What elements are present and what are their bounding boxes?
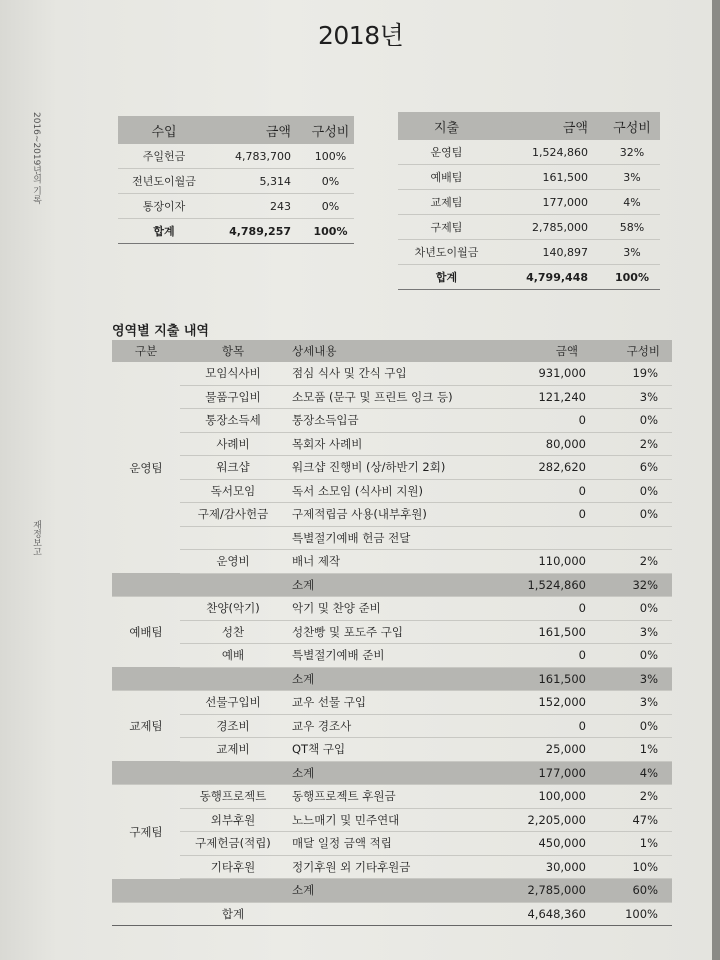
expense-row bbox=[398, 215, 660, 240]
detail-cell bbox=[592, 526, 672, 550]
detail-row bbox=[112, 362, 672, 385]
income-row bbox=[118, 169, 354, 194]
detail-row bbox=[112, 432, 672, 456]
expense-cell: 161,500 bbox=[495, 165, 604, 190]
detail-header-cell: 항목 bbox=[180, 340, 286, 362]
detail-cell: 3% bbox=[592, 691, 672, 715]
expense-total-cell: 4,799,448 bbox=[495, 265, 604, 290]
detail-row bbox=[112, 785, 672, 809]
grand-total-label: 합계 bbox=[180, 902, 286, 926]
detail-cell: 0% bbox=[592, 644, 672, 668]
detail-cell: 소모품 (문구 및 프린트 잉크 등) bbox=[286, 385, 500, 409]
detail-cell: 450,000 bbox=[500, 832, 592, 856]
subtotal-spacer bbox=[112, 879, 180, 903]
detail-cell: 특별절기예배 헌금 전달 bbox=[286, 526, 500, 550]
expense-cell: 운영팀 bbox=[398, 140, 495, 165]
detail-row bbox=[112, 738, 672, 762]
detail-cell: 선물구입비 bbox=[180, 691, 286, 715]
expense-cell: 차년도이월금 bbox=[398, 240, 495, 265]
detail-cell: 악기 및 찬양 준비 bbox=[286, 597, 500, 621]
subtotal-amount: 177,000 bbox=[500, 761, 592, 785]
detail-cell: 1% bbox=[592, 832, 672, 856]
subtotal-spacer bbox=[112, 761, 180, 785]
subtotal-spacer bbox=[112, 573, 180, 597]
detail-row bbox=[112, 832, 672, 856]
detail-cell: 교우 경조사 bbox=[286, 714, 500, 738]
expense-cell: 3% bbox=[604, 165, 660, 190]
detail-cell: 152,000 bbox=[500, 691, 592, 715]
subtotal-amount: 2,785,000 bbox=[500, 879, 592, 903]
subtotal-percent: 3% bbox=[592, 667, 672, 691]
expense-row bbox=[398, 165, 660, 190]
detail-cell: 0 bbox=[500, 409, 592, 433]
detail-row bbox=[112, 550, 672, 574]
category-cell: 예배팀 bbox=[129, 625, 163, 639]
income-table bbox=[118, 116, 354, 244]
expense-cell: 교제팀 bbox=[398, 190, 495, 215]
expense-header-cell: 지출 bbox=[398, 112, 495, 140]
detail-header-cell: 구성비 bbox=[592, 340, 672, 362]
detail-row bbox=[112, 456, 672, 480]
detail-cell: 통장소득입금 bbox=[286, 409, 500, 433]
detail-cell: 0% bbox=[592, 479, 672, 503]
detail-cell: 배너 제작 bbox=[286, 550, 500, 574]
detail-cell: 2% bbox=[592, 550, 672, 574]
detail-cell: 성찬 bbox=[180, 620, 286, 644]
detail-cell: 47% bbox=[592, 808, 672, 832]
detail-row bbox=[112, 808, 672, 832]
detail-cell: 독서모임 bbox=[180, 479, 286, 503]
detail-cell: 100,000 bbox=[500, 785, 592, 809]
detail-cell: 10% bbox=[592, 855, 672, 879]
detail-cell: 2% bbox=[592, 785, 672, 809]
detail-cell: 3% bbox=[592, 620, 672, 644]
subtotal-percent: 32% bbox=[592, 573, 672, 597]
detail-cell: 특별절기예배 준비 bbox=[286, 644, 500, 668]
side-caption-section: 2016~2019년의 기록 bbox=[31, 112, 41, 205]
income-cell: 주일헌금 bbox=[118, 144, 210, 169]
expense-header-row bbox=[398, 112, 660, 140]
income-cell: 0% bbox=[307, 169, 354, 194]
detail-cell: 30,000 bbox=[500, 855, 592, 879]
detail-cell: 워크샵 bbox=[180, 456, 286, 480]
detail-heading: 영역별 지출 내역 bbox=[112, 324, 209, 339]
detail-cell: 노느매기 및 민주연대 bbox=[286, 808, 500, 832]
detail-cell: 물품구입비 bbox=[180, 385, 286, 409]
detail-cell: 예배 bbox=[180, 644, 286, 668]
subtotal-label: 소계 bbox=[286, 879, 500, 903]
income-cell: 전년도이월금 bbox=[118, 169, 210, 194]
detail-cell: 교제비 bbox=[180, 738, 286, 762]
detail-row bbox=[112, 503, 672, 527]
detail-cell: 구제헌금(적립) bbox=[180, 832, 286, 856]
detail-cell: 구제적립금 사용(내부후원) bbox=[286, 503, 500, 527]
detail-cell: 사례비 bbox=[180, 432, 286, 456]
income-cell: 통장이자 bbox=[118, 194, 210, 219]
income-header-cell: 구성비 bbox=[307, 116, 354, 144]
detail-cell: 0 bbox=[500, 597, 592, 621]
grand-total-row bbox=[112, 902, 672, 926]
income-total-row bbox=[118, 219, 354, 244]
detail-row bbox=[112, 714, 672, 738]
expense-cell: 구제팀 bbox=[398, 215, 495, 240]
detail-cell: 0 bbox=[500, 714, 592, 738]
grand-total-amount: 4,648,360 bbox=[500, 902, 592, 926]
page-title: 2018년 bbox=[318, 21, 404, 50]
detail-cell: 2% bbox=[592, 432, 672, 456]
subtotal-label: 소계 bbox=[286, 573, 500, 597]
income-cell: 0% bbox=[307, 194, 354, 219]
detail-cell: 성찬빵 및 포도주 구입 bbox=[286, 620, 500, 644]
subtotal-percent: 60% bbox=[592, 879, 672, 903]
detail-cell: 161,500 bbox=[500, 620, 592, 644]
detail-cell: 0% bbox=[592, 503, 672, 527]
expense-header-cell: 금액 bbox=[495, 112, 604, 140]
subtotal-row bbox=[112, 761, 672, 785]
detail-cell: 목회자 사례비 bbox=[286, 432, 500, 456]
expense-cell: 4% bbox=[604, 190, 660, 215]
expense-cell: 예배팀 bbox=[398, 165, 495, 190]
subtotal-row bbox=[112, 573, 672, 597]
detail-cell: 0 bbox=[500, 644, 592, 668]
detail-header-cell: 금액 bbox=[500, 340, 592, 362]
detail-cell: 282,620 bbox=[500, 456, 592, 480]
income-cell: 4,783,700 bbox=[210, 144, 307, 169]
grand-total-percent: 100% bbox=[592, 902, 672, 926]
detail-cell: 0 bbox=[500, 503, 592, 527]
detail-cell: 931,000 bbox=[500, 362, 592, 385]
expense-cell: 140,897 bbox=[495, 240, 604, 265]
detail-cell: 점심 식사 및 간식 구입 bbox=[286, 362, 500, 385]
detail-row bbox=[112, 409, 672, 433]
detail-cell: 경조비 bbox=[180, 714, 286, 738]
detail-cell: 독서 소모임 (식사비 지원) bbox=[286, 479, 500, 503]
detail-row bbox=[112, 597, 672, 621]
detail-cell: 110,000 bbox=[500, 550, 592, 574]
detail-cell bbox=[500, 526, 592, 550]
income-total-cell: 4,789,257 bbox=[210, 219, 307, 244]
detail-cell: 80,000 bbox=[500, 432, 592, 456]
detail-cell: 25,000 bbox=[500, 738, 592, 762]
subtotal-spacer bbox=[112, 667, 180, 691]
income-cell: 100% bbox=[307, 144, 354, 169]
subtotal-spacer bbox=[180, 761, 286, 785]
detail-cell: 찬양(악기) bbox=[180, 597, 286, 621]
grand-total-spacer bbox=[112, 902, 180, 926]
detail-row bbox=[112, 526, 672, 550]
detail-table bbox=[112, 340, 672, 926]
detail-cell: 통장소득세 bbox=[180, 409, 286, 433]
detail-row bbox=[112, 644, 672, 668]
subtotal-label: 소계 bbox=[286, 667, 500, 691]
category-cell: 운영팀 bbox=[129, 460, 163, 475]
detail-cell: 0% bbox=[592, 714, 672, 738]
detail-cell: 기타후원 bbox=[180, 855, 286, 879]
detail-cell: 정기후원 외 기타후원금 bbox=[286, 855, 500, 879]
subtotal-spacer bbox=[180, 667, 286, 691]
income-total-cell: 100% bbox=[307, 219, 354, 244]
detail-cell bbox=[180, 526, 286, 550]
expense-row bbox=[398, 190, 660, 215]
detail-cell: 6% bbox=[592, 456, 672, 480]
detail-row bbox=[112, 385, 672, 409]
detail-row bbox=[112, 855, 672, 879]
detail-row bbox=[112, 479, 672, 503]
subtotal-amount: 161,500 bbox=[500, 667, 592, 691]
detail-cell: 0 bbox=[500, 479, 592, 503]
expense-header-cell: 구성비 bbox=[604, 112, 660, 140]
expense-cell: 1,524,860 bbox=[495, 140, 604, 165]
income-cell: 5,314 bbox=[210, 169, 307, 194]
detail-row bbox=[112, 691, 672, 715]
detail-cell: 교우 선물 구입 bbox=[286, 691, 500, 715]
detail-cell: 모임식사비 bbox=[180, 362, 286, 385]
category-cell: 교제팀 bbox=[129, 719, 163, 733]
income-header-cell: 금액 bbox=[210, 116, 307, 144]
subtotal-spacer bbox=[180, 573, 286, 597]
detail-cell: QT책 구입 bbox=[286, 738, 500, 762]
detail-cell: 0% bbox=[592, 409, 672, 433]
income-row bbox=[118, 144, 354, 169]
detail-cell: 121,240 bbox=[500, 385, 592, 409]
subtotal-row bbox=[112, 667, 672, 691]
expense-total-cell: 100% bbox=[604, 265, 660, 290]
detail-row bbox=[112, 620, 672, 644]
subtotal-spacer bbox=[180, 879, 286, 903]
detail-header-row bbox=[112, 340, 672, 362]
detail-cell: 동행프로젝트 bbox=[180, 785, 286, 809]
expense-table bbox=[398, 112, 660, 290]
subtotal-row bbox=[112, 879, 672, 903]
expense-total-cell: 합계 bbox=[398, 265, 495, 290]
expense-cell: 32% bbox=[604, 140, 660, 165]
expense-cell: 177,000 bbox=[495, 190, 604, 215]
expense-cell: 2,785,000 bbox=[495, 215, 604, 240]
expense-total-row bbox=[398, 265, 660, 290]
category-cell: 구제팀 bbox=[129, 824, 163, 839]
detail-cell: 1% bbox=[592, 738, 672, 762]
subtotal-percent: 4% bbox=[592, 761, 672, 785]
grand-total-spacer bbox=[286, 902, 500, 926]
expense-cell: 3% bbox=[604, 240, 660, 265]
expense-row bbox=[398, 140, 660, 165]
income-header-cell: 수입 bbox=[118, 116, 210, 144]
detail-cell: 외부후원 bbox=[180, 808, 286, 832]
detail-cell: 동행프로젝트 후원금 bbox=[286, 785, 500, 809]
side-caption-chapter: 재정보고 bbox=[31, 520, 41, 556]
detail-cell: 구제/감사헌금 bbox=[180, 503, 286, 527]
subtotal-label: 소계 bbox=[286, 761, 500, 785]
income-cell: 243 bbox=[210, 194, 307, 219]
expense-cell: 58% bbox=[604, 215, 660, 240]
detail-header-cell: 상세내용 bbox=[286, 340, 500, 362]
expense-row bbox=[398, 240, 660, 265]
detail-cell: 0% bbox=[592, 597, 672, 621]
income-header-row bbox=[118, 116, 354, 144]
detail-cell: 19% bbox=[592, 362, 672, 385]
detail-cell: 매달 일정 금액 적립 bbox=[286, 832, 500, 856]
subtotal-amount: 1,524,860 bbox=[500, 573, 592, 597]
income-row bbox=[118, 194, 354, 219]
detail-cell: 3% bbox=[592, 385, 672, 409]
income-total-cell: 합계 bbox=[118, 219, 210, 244]
detail-cell: 2,205,000 bbox=[500, 808, 592, 832]
detail-header-cell: 구분 bbox=[112, 340, 180, 362]
detail-cell: 운영비 bbox=[180, 550, 286, 574]
detail-cell: 워크샵 진행비 (상/하반기 2회) bbox=[286, 456, 500, 480]
